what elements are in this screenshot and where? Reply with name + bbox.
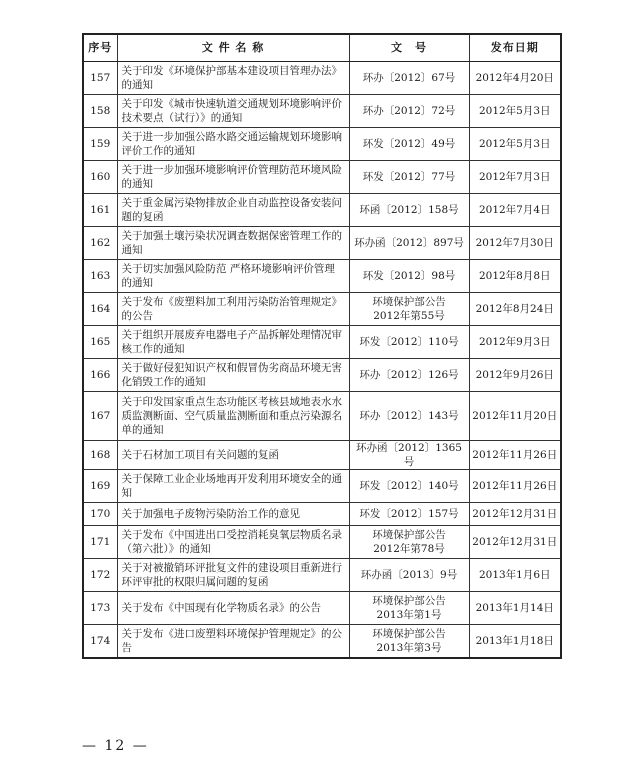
row-doc-number <box>349 625 469 658</box>
row-title: 关于重金属污染物排放企业自动监控设备安装问题的复函 <box>117 194 349 227</box>
row-seq: 169 <box>83 470 117 503</box>
row-publish-date: 2013年1月18日 <box>469 625 561 658</box>
doc-number-line: 环境保护部公告 <box>372 627 446 640</box>
row-seq: 165 <box>83 326 117 359</box>
row-seq: 166 <box>83 359 117 392</box>
table-row <box>83 392 561 441</box>
doc-number-line: 环办〔2012〕67号 <box>362 72 456 84</box>
table-row <box>83 559 561 592</box>
doc-number-line: 环办函〔2012〕897号 <box>354 237 464 249</box>
row-publish-date: 2012年5月3日 <box>469 128 561 161</box>
table-row <box>83 227 561 260</box>
doc-number-line: 环发〔2012〕77号 <box>362 171 456 183</box>
table-row <box>83 503 561 526</box>
row-title: 关于进一步加强公路水路交通运输规划环境影响评价工作的通知 <box>117 128 349 161</box>
row-title: 关于进一步加强环境影响评价管理防范环境风险的通知 <box>117 161 349 194</box>
row-doc-number <box>349 95 469 128</box>
row-title: 关于印发《环境保护部基本建设项目管理办法》的通知 <box>117 62 349 95</box>
row-doc-number <box>349 592 469 625</box>
table-row <box>83 95 561 128</box>
table-row <box>83 592 561 625</box>
row-seq: 164 <box>83 293 117 326</box>
table-row <box>83 526 561 559</box>
row-title: 关于发布《进口废塑料环境保护管理规定》的公告 <box>117 625 349 658</box>
row-doc-number <box>349 559 469 592</box>
row-publish-date: 2012年5月3日 <box>469 95 561 128</box>
row-doc-number <box>349 392 469 441</box>
table-header-row <box>83 34 561 62</box>
row-title: 关于做好侵犯知识产权和假冒伪劣商品环境无害化销毁工作的通知 <box>117 359 349 392</box>
row-doc-number <box>349 62 469 95</box>
row-doc-number <box>349 441 469 470</box>
row-seq: 162 <box>83 227 117 260</box>
header-publish-date: 发布日期 <box>469 34 561 62</box>
doc-number-line: 环发〔2012〕110号 <box>359 336 459 348</box>
table-row <box>83 470 561 503</box>
row-title: 关于发布《中国进出口受控消耗臭氧层物质名录（第六批）》的通知 <box>117 526 349 559</box>
row-doc-number <box>349 359 469 392</box>
row-publish-date: 2012年9月3日 <box>469 326 561 359</box>
row-seq: 174 <box>83 625 117 658</box>
documents-table <box>82 33 562 659</box>
table-row <box>83 62 561 95</box>
row-seq: 172 <box>83 559 117 592</box>
doc-number-line: 环境保护部公告 <box>372 529 446 541</box>
row-publish-date: 2013年1月6日 <box>469 559 561 592</box>
row-title: 关于对被撤销环评批复文件的建设项目重新进行环评审批的权限归属问题的复函 <box>117 559 349 592</box>
row-publish-date: 2012年7月3日 <box>469 161 561 194</box>
doc-number-line: 环办〔2012〕72号 <box>362 105 456 117</box>
doc-number-line: 环发〔2012〕98号 <box>362 270 456 282</box>
doc-number-line: 2012年第78号 <box>373 543 445 555</box>
row-publish-date: 2012年11月26日 <box>469 470 561 503</box>
doc-number-line: 环发〔2012〕157号 <box>359 508 459 520</box>
row-publish-date: 2012年7月30日 <box>469 227 561 260</box>
row-title: 关于印发《城市快速轨道交通规划环境影响评价技术要点（试行）》的通知 <box>117 95 349 128</box>
header-title: 文 件 名 称 <box>117 34 349 62</box>
row-doc-number <box>349 503 469 526</box>
page-number: — 12 — <box>82 738 149 754</box>
table-row <box>83 326 561 359</box>
row-seq: 157 <box>83 62 117 95</box>
row-publish-date: 2013年1月14日 <box>469 592 561 625</box>
row-seq: 173 <box>83 592 117 625</box>
row-publish-date: 2012年8月24日 <box>469 293 561 326</box>
row-publish-date: 2012年11月26日 <box>469 441 561 470</box>
row-title: 关于印发国家重点生态功能区考核县域地表水水质监测断面、空气质量监测断面和重点污染源名单的通知 <box>117 392 349 441</box>
row-seq: 168 <box>83 441 117 470</box>
row-publish-date: 2012年7月4日 <box>469 194 561 227</box>
row-doc-number <box>349 194 469 227</box>
table-row <box>83 161 561 194</box>
row-doc-number <box>349 161 469 194</box>
row-publish-date: 2012年11月20日 <box>469 392 561 441</box>
row-doc-number <box>349 128 469 161</box>
doc-number-line: 环境保护部公告 <box>372 296 446 308</box>
row-title: 关于保障工业企业场地再开发利用环境安全的通知 <box>117 470 349 503</box>
doc-number-line: 环发〔2012〕140号 <box>359 480 459 492</box>
row-doc-number <box>349 326 469 359</box>
row-publish-date: 2012年9月26日 <box>469 359 561 392</box>
doc-number-line: 环境保护部公告 <box>372 595 446 607</box>
row-doc-number <box>349 227 469 260</box>
row-doc-number <box>349 260 469 293</box>
row-seq: 160 <box>83 161 117 194</box>
doc-number-line: 环办函〔2013〕9号 <box>360 569 458 581</box>
row-title: 关于加强电子废物污染防治工作的意见 <box>117 503 349 526</box>
row-seq: 161 <box>83 194 117 227</box>
row-seq: 167 <box>83 392 117 441</box>
table-row <box>83 625 561 658</box>
doc-number-line: 环发〔2012〕49号 <box>362 138 456 150</box>
row-publish-date: 2012年4月20日 <box>469 62 561 95</box>
table-row <box>83 293 561 326</box>
row-seq: 158 <box>83 95 117 128</box>
header-doc-number: 文 号 <box>349 34 469 62</box>
row-title: 关于发布《废塑料加工利用污染防治管理规定》的公告 <box>117 293 349 326</box>
row-title: 关于发布《中国现有化学物质名录》的公告 <box>117 592 349 625</box>
row-title: 关于组织开展废弃电器电子产品拆解处理情况审核工作的通知 <box>117 326 349 359</box>
table-row <box>83 441 561 470</box>
row-doc-number <box>349 293 469 326</box>
doc-number-line: 环函〔2012〕158号 <box>359 204 459 216</box>
row-seq: 163 <box>83 260 117 293</box>
row-publish-date: 2012年12月31日 <box>469 503 561 526</box>
row-publish-date: 2012年8月8日 <box>469 260 561 293</box>
doc-number-line: 2012年第55号 <box>373 310 445 322</box>
doc-number-line: 环办〔2012〕126号 <box>359 369 459 381</box>
table-row <box>83 359 561 392</box>
row-title: 关于切实加强风险防范 严格环境影响评价管理的通知 <box>117 260 349 293</box>
table-row <box>83 260 561 293</box>
row-seq: 170 <box>83 503 117 526</box>
row-publish-date: 2012年12月31日 <box>469 526 561 559</box>
table-row <box>83 128 561 161</box>
doc-number-line: 环办〔2012〕143号 <box>359 410 459 422</box>
row-title: 关于加强土壤污染状况调查数据保密管理工作的通知 <box>117 227 349 260</box>
row-doc-number <box>349 470 469 503</box>
header-seq: 序号 <box>83 34 117 62</box>
doc-number-line: 2013年第3号 <box>376 641 442 654</box>
row-seq: 171 <box>83 526 117 559</box>
doc-number-line: 环办函〔2012〕1365号 <box>356 442 462 468</box>
row-seq: 159 <box>83 128 117 161</box>
row-doc-number <box>349 526 469 559</box>
doc-number-line: 2013年第1号 <box>376 609 442 621</box>
row-title: 关于石材加工项目有关问题的复函 <box>117 441 349 470</box>
table-row <box>83 194 561 227</box>
